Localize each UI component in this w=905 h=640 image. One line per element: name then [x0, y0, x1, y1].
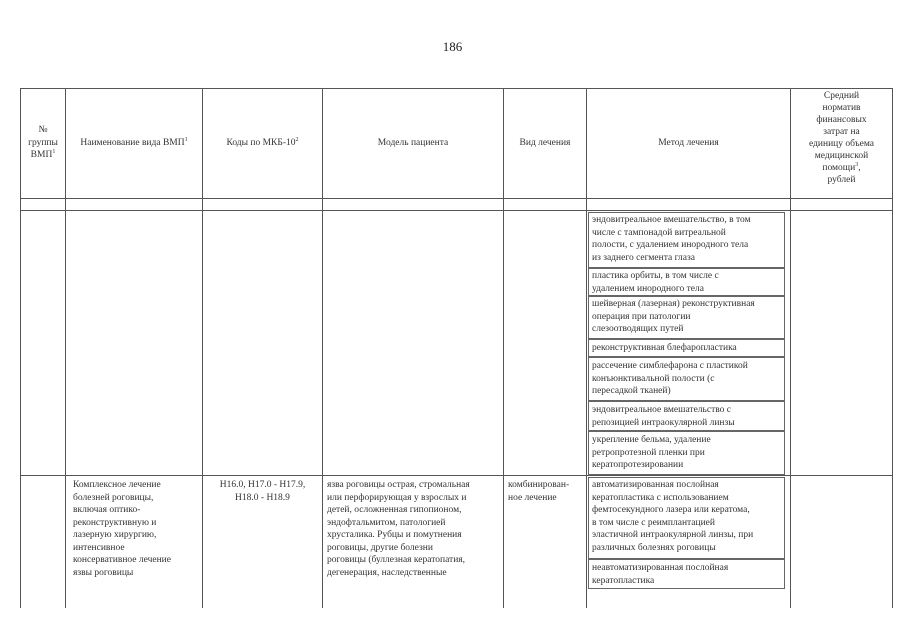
method-item: шейверная (лазерная) реконструктивная операция при патологии слезоотводящих путей [592, 299, 755, 334]
header-bottom-border [20, 198, 892, 199]
col-border-7 [892, 88, 893, 608]
header-vmp-name: Наименование вида ВМП$^1$ [80, 136, 188, 148]
method-item: пластика орбиты, в том числе с удалением инородного тела [592, 271, 719, 294]
number-row-border [20, 210, 892, 211]
method-item: рассечение симблефарона с пластикой конъюнктивальной полости (с пересадкой тканей) [592, 361, 748, 396]
header-cost: Средний норматив финансовых затрат на единицу объема медицинской помощи$^3$, рублей [808, 91, 875, 185]
treatment-type-cell: комбинирован- ное лечение [508, 480, 570, 503]
header-treatment-type: Вид лечения [519, 137, 571, 148]
header-mkb-codes: Коды по МКБ-$10^2$ [226, 136, 299, 148]
method-item: эндовитреальное вмешательство, в том числе с тампонадой витреальной полости, с удалением инородного тела из заднего сегмента глаза [592, 215, 751, 263]
method-item: неавтоматизированная послойная кератопластика [592, 563, 729, 586]
method-item: эндовитреальное вмешательство с репозицией интраокулярной линзы [592, 405, 735, 428]
header-treatment-method: Метод лечения [658, 137, 719, 148]
method-item: укрепление бельма, удаление ретропротезной пленки при кератопротезировании [592, 435, 711, 470]
header-patient-model: Модель пациента [377, 137, 449, 148]
row-separator [20, 475, 892, 476]
patient-model-cell: язва роговицы острая, стромальная или перфорирующая у взрослых и детей, осложненная гипопионом, эндофтальмитом, патологией хрусталика. Рубцы и помутнения роговицы, другие болезни роговицы (буллезная кератопатия, дегенерация, наследственные [327, 480, 470, 578]
mkb-codes-cell: H16.0, H17.0 - H17.9, H18.0 - H18.9 [219, 480, 306, 503]
page-number: 186 [442, 39, 463, 54]
method-item: автоматизированная послойная кератопластика с использованием фемтосекундного лазера или кератома, в том числе с реимплантацией эластичной интраокулярной линзы, при различных болезнях роговицы [592, 480, 754, 553]
header-group-no: № группы ВМП$^1$ [28, 125, 58, 161]
method-item: реконструктивная блефаропластика [592, 343, 737, 353]
vmp-name-cell: Комплексное лечение болезней роговицы, включая оптико- реконструктивную и лазерную хирургию, интенсивное консервативное лечение язвы роговицы [73, 480, 171, 578]
